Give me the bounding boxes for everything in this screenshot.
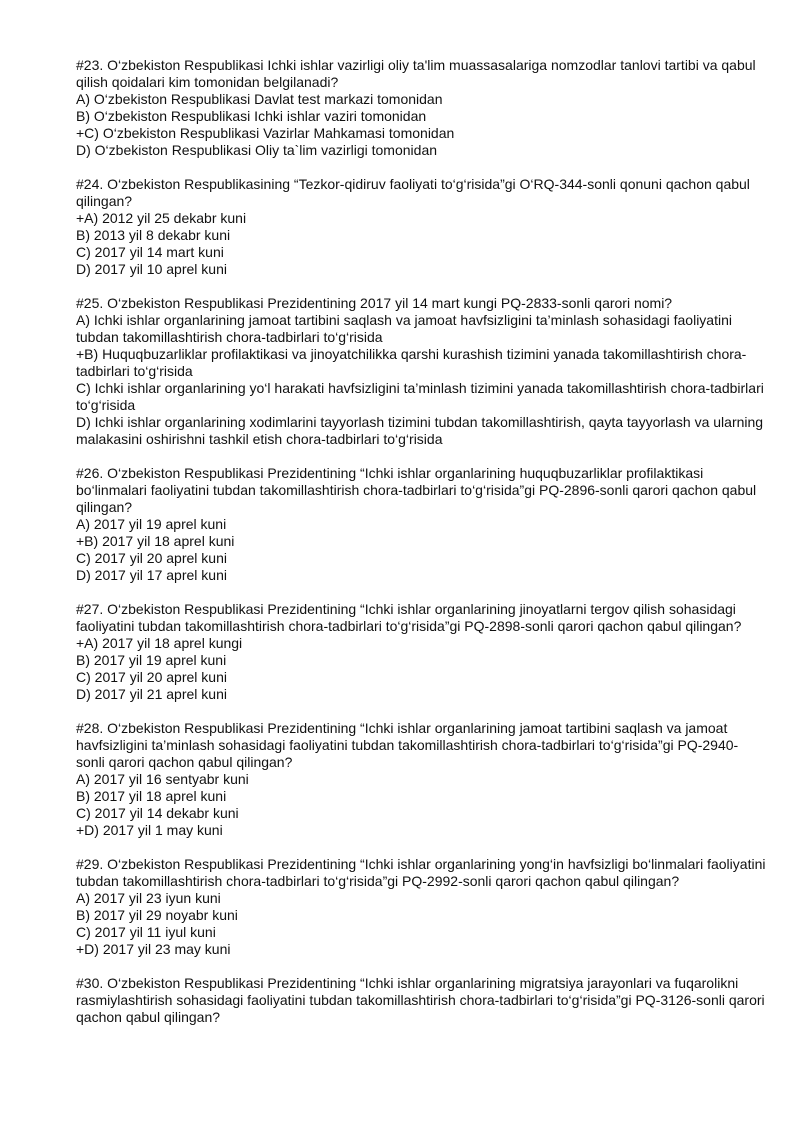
answer-option-c: +C) O‘zbekiston Respublikasi Vazirlar Mahkamasi tomonidan — [76, 125, 455, 141]
question-prompt: #26. O‘zbekiston Respublikasi Prezidentining “Ichki ishlar organlarining huquqbuzarliklar profilaktikasi bo‘linmalari faoliyatini tubdan takomillashtirish chora-tadbirlari to‘g‘risida”gi PQ-2896-sonli qarori qachon qabul qilingan? — [76, 465, 757, 515]
answer-option-b: +B) Huquqbuzarliklar profilaktikasi va jinoyatchilikka qarshi kurashish tizimini yanada takomillashtirish chora-tadbirlari to‘g‘risida — [76, 346, 747, 379]
question-prompt: #27. O‘zbekiston Respublikasi Prezidentining “Ichki ishlar organlarining jinoyatlarni tergov qilish sohasidagi faoliyatini tubdan takomillashtirish chora-tadbirlari to‘g‘risida”gi PQ-2898-sonli qarori qachon qabul qilingan? — [76, 601, 742, 634]
answer-option-d: D) O‘zbekiston Respublikasi Oliy ta`lim vazirligi tomonidan — [76, 142, 438, 158]
answer-option-c: C) 2017 yil 20 aprel kuni — [76, 669, 227, 685]
question-26 — [76, 465, 766, 584]
answer-option-d: D) 2017 yil 21 aprel kuni — [76, 686, 227, 702]
question-27 — [76, 601, 766, 703]
answer-option-c: C) 2017 yil 14 dekabr kuni — [76, 805, 239, 821]
answer-option-c: C) Ichki ishlar organlarining yo‘l harakati havfsizligini ta’minlash tizimini yanada takomillashtirish chora-tadbirlari to‘g‘risida — [76, 380, 764, 413]
question-prompt: #30. O‘zbekiston Respublikasi Prezidentining “Ichki ishlar organlarining migratsiya jarayonlari va fuqarolikni rasmiylashtirish sohasidagi faoliyatini tubdan takomillashtirish chora-tadbirlari to‘g‘risida”gi PQ-3126-sonli qarori qachon qabul qilingan? — [76, 975, 765, 1025]
answer-option-b: B) 2017 yil 19 aprel kuni — [76, 652, 227, 668]
answer-option-b: B) 2013 yil 8 dekabr kuni — [76, 227, 231, 243]
answer-option-a: A) Ichki ishlar organlarining jamoat tartibini saqlash va jamoat havfsizligini ta’minlash sohasidagi faoliyatini tubdan takomillashtirish chora-tadbirlari to‘g‘risida — [76, 312, 732, 345]
question-prompt: #24. O‘zbekiston Respublikasining “Tezkor-qidiruv faoliyati to‘g‘risida”gi O‘RQ-344-sonli qonuni qachon qabul qilingan? — [76, 176, 750, 209]
question-prompt: #23. O‘zbekiston Respublikasi Ichki ishlar vazirligi oliy ta'lim muassasalariga nomzodlar tanlovi tartibi va qabul qilish qoidalari kim tomonidan belgilanadi? — [76, 57, 756, 90]
answer-option-b: B) O‘zbekiston Respublikasi Ichki ishlar vaziri tomonidan — [76, 108, 427, 124]
answer-option-d: D) Ichki ishlar organlarining xodimlarini tayyorlash tizimini tubdan takomillashtirish, qayta tayyorlash va ularning malakasini oshirishni tashkil etish chora-tadbirlari to‘g‘risida — [76, 414, 764, 447]
question-23 — [76, 57, 766, 159]
answer-option-a: A) 2017 yil 23 iyun kuni — [76, 890, 221, 906]
answer-option-a: A) 2017 yil 19 aprel kuni — [76, 516, 227, 532]
answer-option-a: +A) 2012 yil 25 dekabr kuni — [76, 210, 247, 226]
question-prompt: #29. O‘zbekiston Respublikasi Prezidentining “Ichki ishlar organlarining yong‘in havfsizligi bo‘linmalari faoliyatini tubdan takomillashtirish chora-tadbirlari to‘g‘risida”gi PQ-2992-sonli qarori qachon qabul qilingan? — [76, 856, 766, 889]
document-page — [76, 57, 766, 1043]
answer-option-d: +D) 2017 yil 23 may kuni — [76, 941, 231, 957]
answer-option-b: +B) 2017 yil 18 aprel kuni — [76, 533, 235, 549]
answer-option-a: +A) 2017 yil 18 aprel kungi — [76, 635, 243, 651]
answer-option-a: A) 2017 yil 16 sentyabr kuni — [76, 771, 249, 787]
question-prompt: #25. O‘zbekiston Respublikasi Prezidentining 2017 yil 14 mart kungi PQ-2833-sonli qarori nomi? — [76, 295, 673, 311]
answer-option-b: B) 2017 yil 29 noyabr kuni — [76, 907, 238, 923]
question-29 — [76, 856, 766, 958]
question-24 — [76, 176, 766, 278]
question-30 — [76, 975, 766, 1026]
question-prompt: #28. O‘zbekiston Respublikasi Prezidentining “Ichki ishlar organlarining jamoat tartibini saqlash va jamoat havfsizligini ta’minlash sohasidagi faoliyatini tubdan takomillashtirish chora-tadbirlari to‘g‘risida”gi PQ-2940-sonli qarori qachon qabul qilingan? — [76, 720, 739, 770]
answer-option-c: C) 2017 yil 20 aprel kuni — [76, 550, 227, 566]
question-25 — [76, 295, 766, 448]
answer-option-c: C) 2017 yil 11 iyul kuni — [76, 924, 216, 940]
answer-option-a: A) O‘zbekiston Respublikasi Davlat test markazi tomonidan — [76, 91, 443, 107]
question-28 — [76, 720, 766, 839]
answer-option-c: C) 2017 yil 14 mart kuni — [76, 244, 224, 260]
answer-option-b: B) 2017 yil 18 aprel kuni — [76, 788, 227, 804]
answer-option-d: D) 2017 yil 10 aprel kuni — [76, 261, 227, 277]
answer-option-d: +D) 2017 yil 1 may kuni — [76, 822, 223, 838]
answer-option-d: D) 2017 yil 17 aprel kuni — [76, 567, 227, 583]
